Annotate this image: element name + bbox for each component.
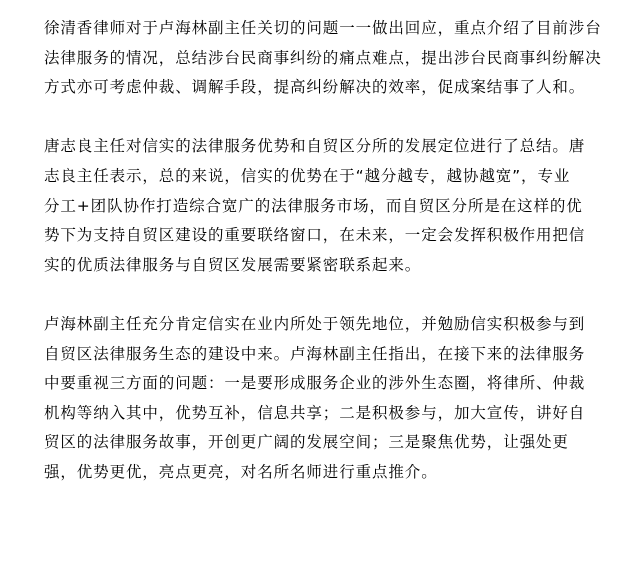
paragraph-lawyer-response (44, 14, 614, 103)
text-line: 自贸区法律服务生态的建设中来。卢海林副主任指出，在接下来的法律服务 (44, 344, 586, 363)
text-line: 强，优势更优，亮点更亮，对名所名师进行重点推介。 (44, 462, 438, 481)
text-line: 实的优质法律服务与自贸区发展需要紧密联系起来。 (44, 255, 422, 274)
text-line: 卢海林副主任充分肯定信实在业内所处于领先地位，并勉励信实积极参与到 (44, 314, 586, 333)
text-line: 方式亦可考虑仲裁、调解手段，提高纠纷解决的效率，促成案结事了人和。 (44, 78, 586, 97)
paragraph-director-summary (44, 132, 614, 280)
text-line: 志良主任表示，总的来说，信实的优势在于“越分越专，越协越宽”，专业 (44, 166, 571, 185)
text-line: 势下为支持自贸区建设的重要联络窗口，在未来，一定会发挥积极作用把信 (44, 226, 586, 245)
text-line: 中要重视三方面的问题：一是要形成服务企业的涉外生态圈，将律所、仲裁 (44, 374, 586, 393)
text-line: 机构等纳入其中，优势互补，信息共享；二是积极参与，加大宣传，讲好自 (44, 403, 586, 422)
text-line: 唐志良主任对信实的法律服务优势和自贸区分所的发展定位进行了总结。唐 (44, 137, 586, 156)
text-line: 徐清香律师对于卢海林副主任关切的问题一一做出回应，重点介绍了目前涉台 (44, 19, 602, 37)
text-line: 贸区的法律服务故事，开创更广阔的发展空间；三是聚焦优势，让强处更 (44, 433, 569, 452)
article-body (44, 14, 614, 488)
paragraph-deputy-director-remarks (44, 310, 614, 488)
text-line: 法律服务的情况，总结涉台民商事纠纷的痛点难点，提出涉台民商事纠纷解决 (44, 48, 602, 67)
text-line: 分工+团队协作打造综合宽广的法律服务市场，而自贸区分所是在这样的优 (44, 196, 583, 215)
